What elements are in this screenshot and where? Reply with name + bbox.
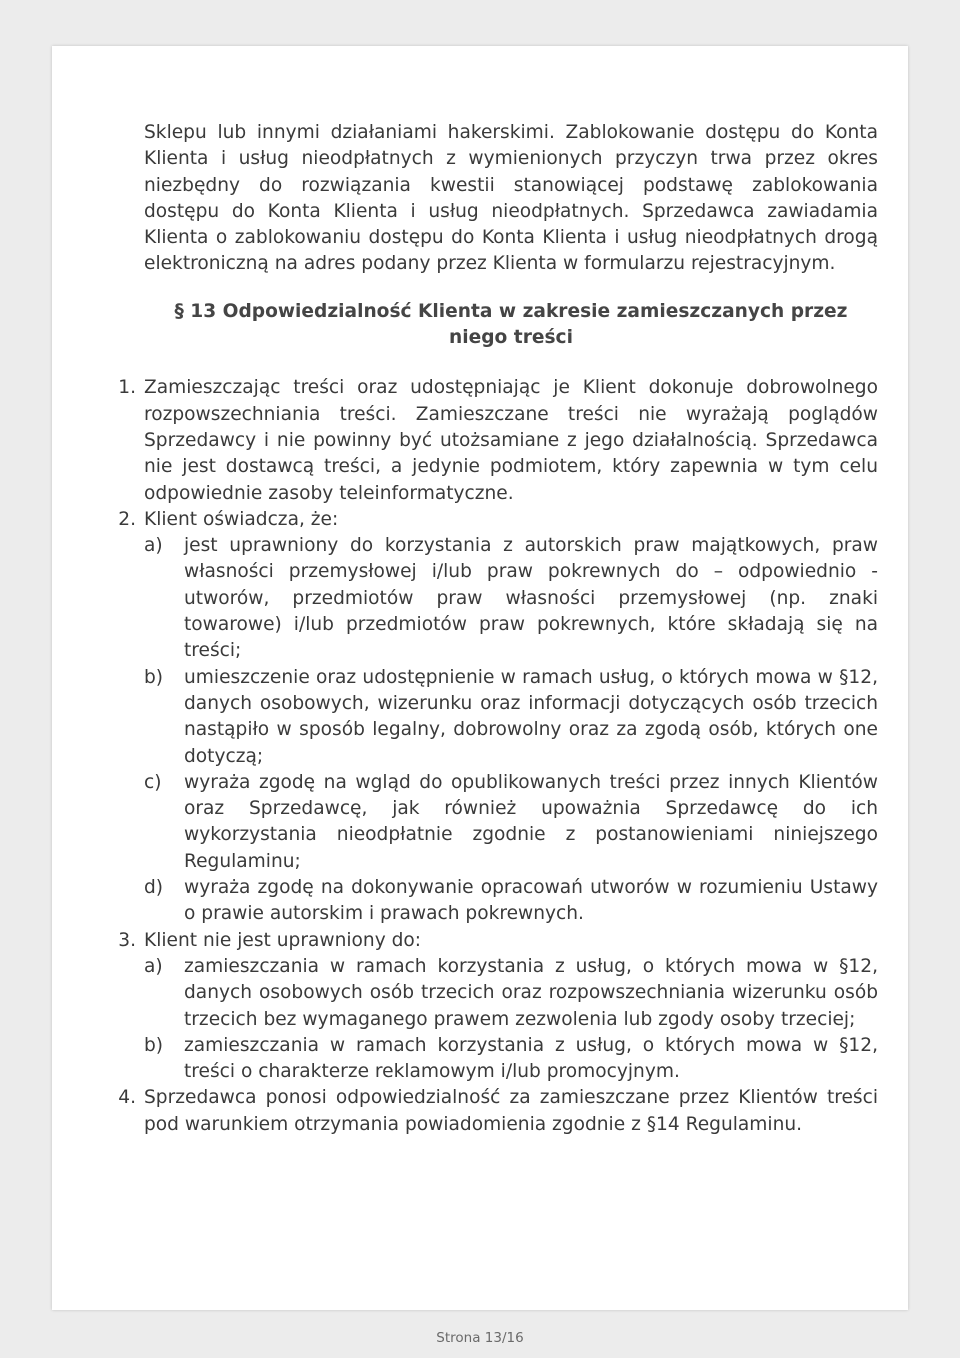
page-number: Strona 13/16 xyxy=(436,1330,524,1346)
sub-item-2d xyxy=(144,875,878,928)
sub-item-2a xyxy=(144,533,878,664)
sub-item-letter: b) xyxy=(144,666,164,688)
page-content xyxy=(118,120,878,1138)
item-text: Zamieszczając treści oraz udostępniając je Klient dokonuje dobrowolnego rozpowszechniania treści. Zamieszczane treści nie wyrażają poglądów Sprzedawcy i nie powinny być utożsamiane z jego działalnością. Sprzedawca nie jest dostawcą treści, a jedynie podmiotem, który zapewnia w tym celu odpowiednie zasoby teleinformatyczne. xyxy=(144,377,878,504)
sub-item-text: wyraża zgodę na dokonywanie opracowań utworów w rozumieniu Ustawy o prawie autorskim i prawach pokrewnych. xyxy=(184,877,878,925)
sub-item-text: umieszczenie oraz udostępnienie w ramach usług, o których mowa w §12, danych osobowych, wizerunku oraz informacji dotyczących osób trzecich nastąpiło w sposób legalny, dobrowolny oraz za zgodą osób, których one dotyczą; xyxy=(184,666,878,767)
sub-item-2c xyxy=(144,770,878,875)
sub-item-letter: b) xyxy=(144,1034,164,1056)
document-page xyxy=(52,46,908,1310)
sub-item-3a xyxy=(144,954,878,1033)
sub-item-letter: c) xyxy=(144,771,162,793)
list-item-3 xyxy=(118,928,878,1086)
sub-item-3b xyxy=(144,1033,878,1086)
sub-item-2b xyxy=(144,665,878,770)
sub-item-letter: d) xyxy=(144,877,164,899)
item-text: Klient oświadcza, że: xyxy=(144,508,339,530)
sub-item-letter: a) xyxy=(144,535,163,557)
intro-paragraph: Sklepu lub innymi działaniami hakerskimi. Zablokowanie dostępu do Konta Klienta i usług nieodpłatnych z wymienionych przyczyn trwa przez okres niezbędny do rozwiązania kwestii stanowiącej podstawę zablokowania dostępu do Konta Klienta i usług nieodpłatnych. Sprzedawca zawiadamia Klienta o zablokowaniu dostępu do Konta Klienta i usług nieodpłatnych drogą elektroniczną na adres podany przez Klienta w formularzu rejestracyjnym. xyxy=(144,122,878,275)
sub-item-text: zamieszczania w ramach korzystania z usług, o których mowa w §12, treści o charakterze reklamowym i/lub promocyjnym. xyxy=(184,1034,878,1083)
sub-item-letter: a) xyxy=(144,955,163,977)
item-number: 1. xyxy=(118,377,136,399)
section-title: § 13 Odpowiedzialność Klienta w zakresie zamieszczanych przez niego treści xyxy=(174,300,848,349)
item-list xyxy=(118,375,878,1138)
list-item-4 xyxy=(118,1085,878,1138)
item-number: 4. xyxy=(118,1087,136,1109)
item-number: 2. xyxy=(118,508,136,530)
list-item-1 xyxy=(118,375,878,506)
item-text: Sprzedawca ponosi odpowiedzialność za zamieszczane przez Klientów treści pod warunkiem otrzymania powiadomienia zgodnie z §14 Regulaminu. xyxy=(144,1087,878,1135)
item-number: 3. xyxy=(118,929,136,951)
sub-item-text: wyraża zgodę na wgląd do opublikowanych treści przez innych Klientów oraz Sprzedawcę, jak również upoważnia Sprzedawcę do ich wykorzystania nieodpłatnie zgodnie z postanowieniami niniejszego Regulaminu; xyxy=(184,771,878,872)
item-text: Klient nie jest uprawniony do: xyxy=(144,929,422,951)
sub-item-text: zamieszczania w ramach korzystania z usług, o których mowa w §12, danych osobowych osób trzecich oraz rozpowszechniania wizerunku osób trzecich bez wymaganego prawem zezwolenia lub zgody osoby trzeciej; xyxy=(184,955,878,1030)
sub-item-text: jest uprawniony do korzystania z autorskich praw majątkowych, praw własności przemysłowej i/lub praw pokrewnych do – odpowiednio - utworów, przedmiotów praw własności przemysłowej (np. znaki towarowe) i/lub przedmiotów praw pokrewnych, które składają się na treści; xyxy=(184,535,878,662)
list-item-2 xyxy=(118,507,878,928)
